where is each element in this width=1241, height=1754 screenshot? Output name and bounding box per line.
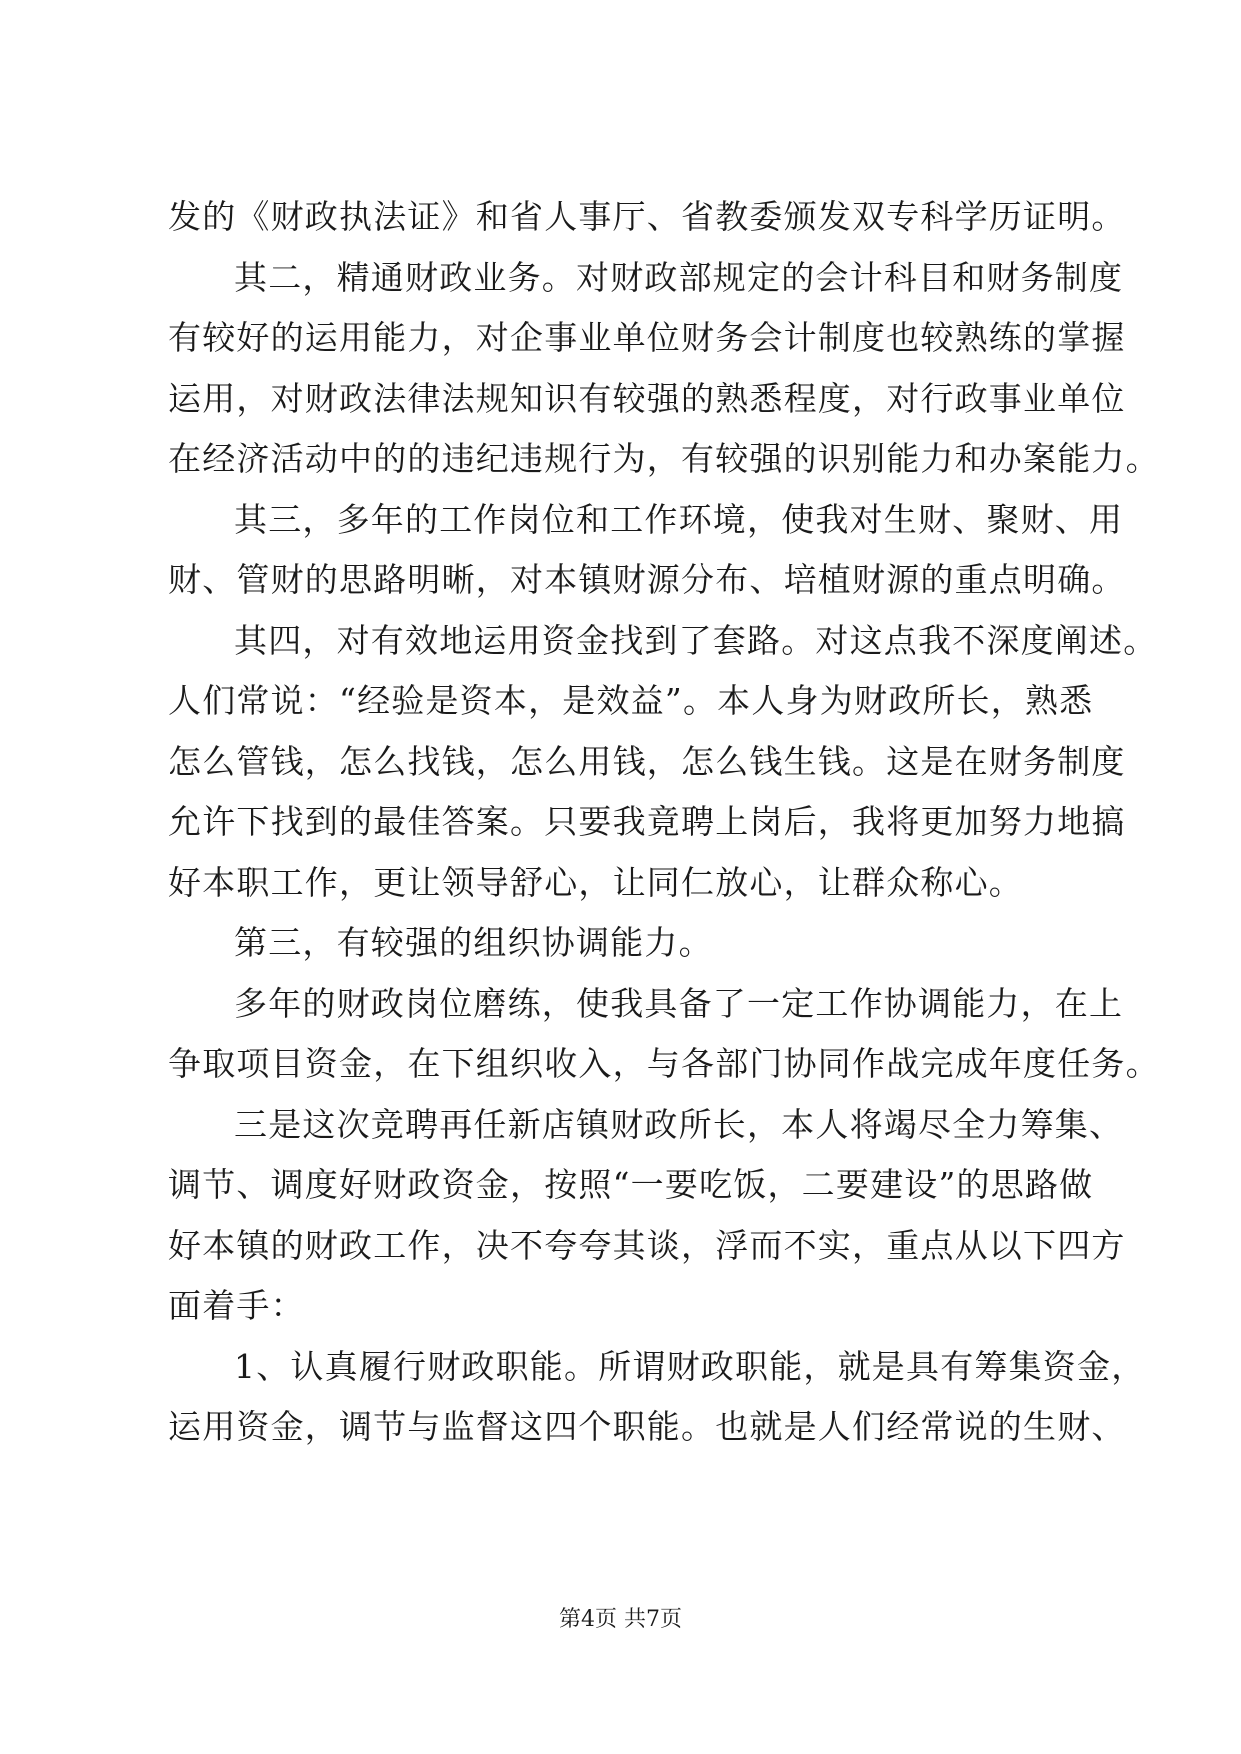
- text-line: 运用，对财政法律法规知识有较强的熟悉程度，对行政事业单位: [168, 378, 1126, 418]
- page-number: 第4页 共7页: [559, 1607, 682, 1632]
- text-line: 好本职工作，更让领导舒心，让同仁放心，让群众称心。: [168, 862, 1023, 902]
- text-line: 人们常说：“经验是资本，是效益”。本人身为财政所长，熟悉: [168, 681, 1094, 720]
- text-line: 在经济活动中的的违纪违规行为，有较强的识别能力和办案能力。: [168, 439, 1160, 478]
- text-line: 财、管财的思路明晰，对本镇财源分布、培植财源的重点明确。: [168, 560, 1126, 599]
- text-line: 争取项目资金，在下组织收入，与各部门协同作战完成年度任务。: [168, 1044, 1160, 1083]
- text-line: 允许下找到的最佳答案。只要我竟聘上岗后，我将更加努力地搞: [168, 802, 1126, 841]
- text-line: 好本镇的财政工作，决不夸夸其谈，浮而不实，重点从以下四方: [168, 1225, 1126, 1265]
- text-line: 发的《财政执法证》和省人事厅、省教委颁发双专科学历证明。: [168, 197, 1126, 236]
- text-line: 怎么管钱，怎么找钱，怎么用钱，怎么钱生钱。这是在财务制度: [168, 741, 1126, 781]
- page-footer: [0, 1605, 1241, 1635]
- text-line: 其二，精通财政业务。对财政部规定的会计科目和财务制度: [234, 257, 1124, 297]
- document-body: [168, 187, 1160, 1458]
- text-line: 面着手：: [168, 1286, 305, 1325]
- text-line: 调节、调度好财政资金，按照“一要吃饭，二要建设”的思路做: [168, 1165, 1094, 1204]
- text-line: 其三，多年的工作岗位和工作环境，使我对生财、聚财、用: [234, 499, 1124, 539]
- text-line: 三是这次竞聘再任新店镇财政所长，本人将竭尽全力筹集、: [234, 1104, 1124, 1144]
- text-line: 运用资金，调节与监督这四个职能。也就是人们经常说的生财、: [168, 1407, 1126, 1446]
- text-line: 1、认真履行财政职能。所谓财政职能，就是具有筹集资金，: [234, 1346, 1146, 1386]
- text-line: 第三，有较强的组织协调能力。: [234, 923, 713, 962]
- text-line: 其四，对有效地运用资金找到了套路。对这点我不深度阐述。: [234, 620, 1158, 660]
- text-line: 多年的财政岗位磨练，使我具备了一定工作协调能力，在上: [234, 983, 1124, 1023]
- text-line: 有较好的运用能力，对企事业单位财务会计制度也较熟练的掌握: [168, 318, 1126, 357]
